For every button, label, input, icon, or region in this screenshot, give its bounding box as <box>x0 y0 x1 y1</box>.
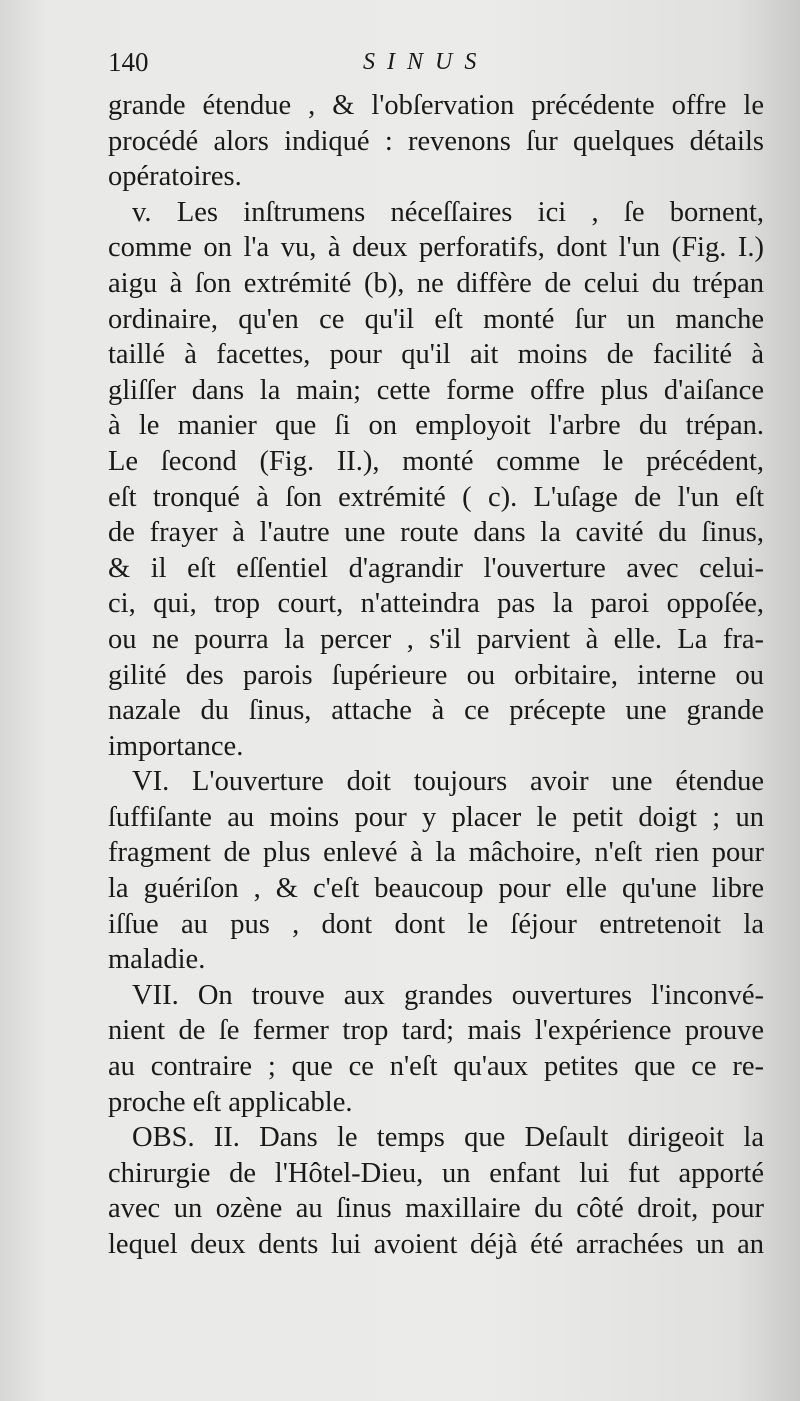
text-line: comme on l'a vu, à deux perforatifs, dont l'un (Fig. I.) <box>108 232 764 264</box>
text-line: chirurgie de l'Hôtel-Dieu, un enfant lui fut apporté <box>108 1157 764 1189</box>
text-line: & il eſt eſſentiel d'agrandir l'ouverture avec celui- <box>108 552 764 584</box>
text-line: fragment de plus enlevé à la mâchoire, n'eſt rien pour <box>108 837 764 869</box>
text-line: nient de ſe fermer trop tard; mais l'expérience prouve <box>108 1015 764 1047</box>
text-line: importance. <box>108 730 244 762</box>
text-line: ordinaire, qu'en ce qu'il eſt monté ſur un manche <box>108 303 764 335</box>
text-line: VI. L'ouverture doit toujours avoir une étendue <box>132 766 764 798</box>
text-line: maladie. <box>108 944 206 976</box>
text-line: ſuffiſante au moins pour y placer le petit doigt ; un <box>108 801 764 833</box>
text-line: grande étendue , & l'obſervation précédente offre le <box>108 90 764 121</box>
text-line: à le manier que ſi on employoit l'arbre du trépan. <box>108 410 764 442</box>
text-line: proche eſt applicable. <box>108 1086 353 1118</box>
text-line: VII. On trouve aux grandes ouvertures l'inconvé- <box>132 979 764 1011</box>
text-line: opératoires. <box>108 161 242 193</box>
text-line: iſſue au pus , dont dont le ſéjour entretenoit la <box>108 908 764 940</box>
text-line: nazale du ſinus, attache à ce précepte une grande <box>108 695 764 727</box>
text-line: taillé à facettes, pour qu'il ait moins de facilité à <box>108 339 764 371</box>
page-number: 140 <box>108 47 149 77</box>
text-line: lequel deux dents lui avoient déjà été arrachées un an <box>108 1229 764 1260</box>
text-line: gilité des parois ſupérieure ou orbitaire, interne ou <box>108 659 764 691</box>
page-header <box>108 44 768 84</box>
text-line: ci, qui, trop court, n'atteindra pas la paroi oppoſée, <box>108 588 764 620</box>
text-line: v. Les inſtrumens néceſſaires ici , ſe bornent, <box>132 196 764 228</box>
text-line: procédé alors indiqué : revenons ſur quelques détails <box>108 125 764 157</box>
text-line: avec un ozène au ſinus maxillaire du côté droit, pour <box>108 1193 764 1225</box>
text-line: la guériſon , & c'eſt beaucoup pour elle qu'une libre <box>108 873 764 905</box>
text-line: aigu à ſon extrémité (b), ne diffère de celui du trépan <box>108 267 764 299</box>
text-line: ou ne pourra la percer , s'il parvient à elle. La fra- <box>108 623 764 655</box>
text-line: gliſſer dans la main; cette forme offre plus d'aiſance <box>108 374 764 406</box>
text-line: OBS. II. Dans le temps que Deſault dirigeoit la <box>132 1122 764 1154</box>
body-text <box>108 88 764 1263</box>
text-line: eſt tronqué à ſon extrémité ( c). L'uſage de l'un eſt <box>108 481 764 513</box>
text-line: de frayer à l'autre une route dans la cavité du ſinus, <box>108 517 764 549</box>
text-line: au contraire ; que ce n'eſt qu'aux petites que ce re- <box>108 1051 764 1083</box>
running-head: SINUS <box>363 49 489 75</box>
text-line: Le ſecond (Fig. II.), monté comme le précédent, <box>108 445 764 477</box>
